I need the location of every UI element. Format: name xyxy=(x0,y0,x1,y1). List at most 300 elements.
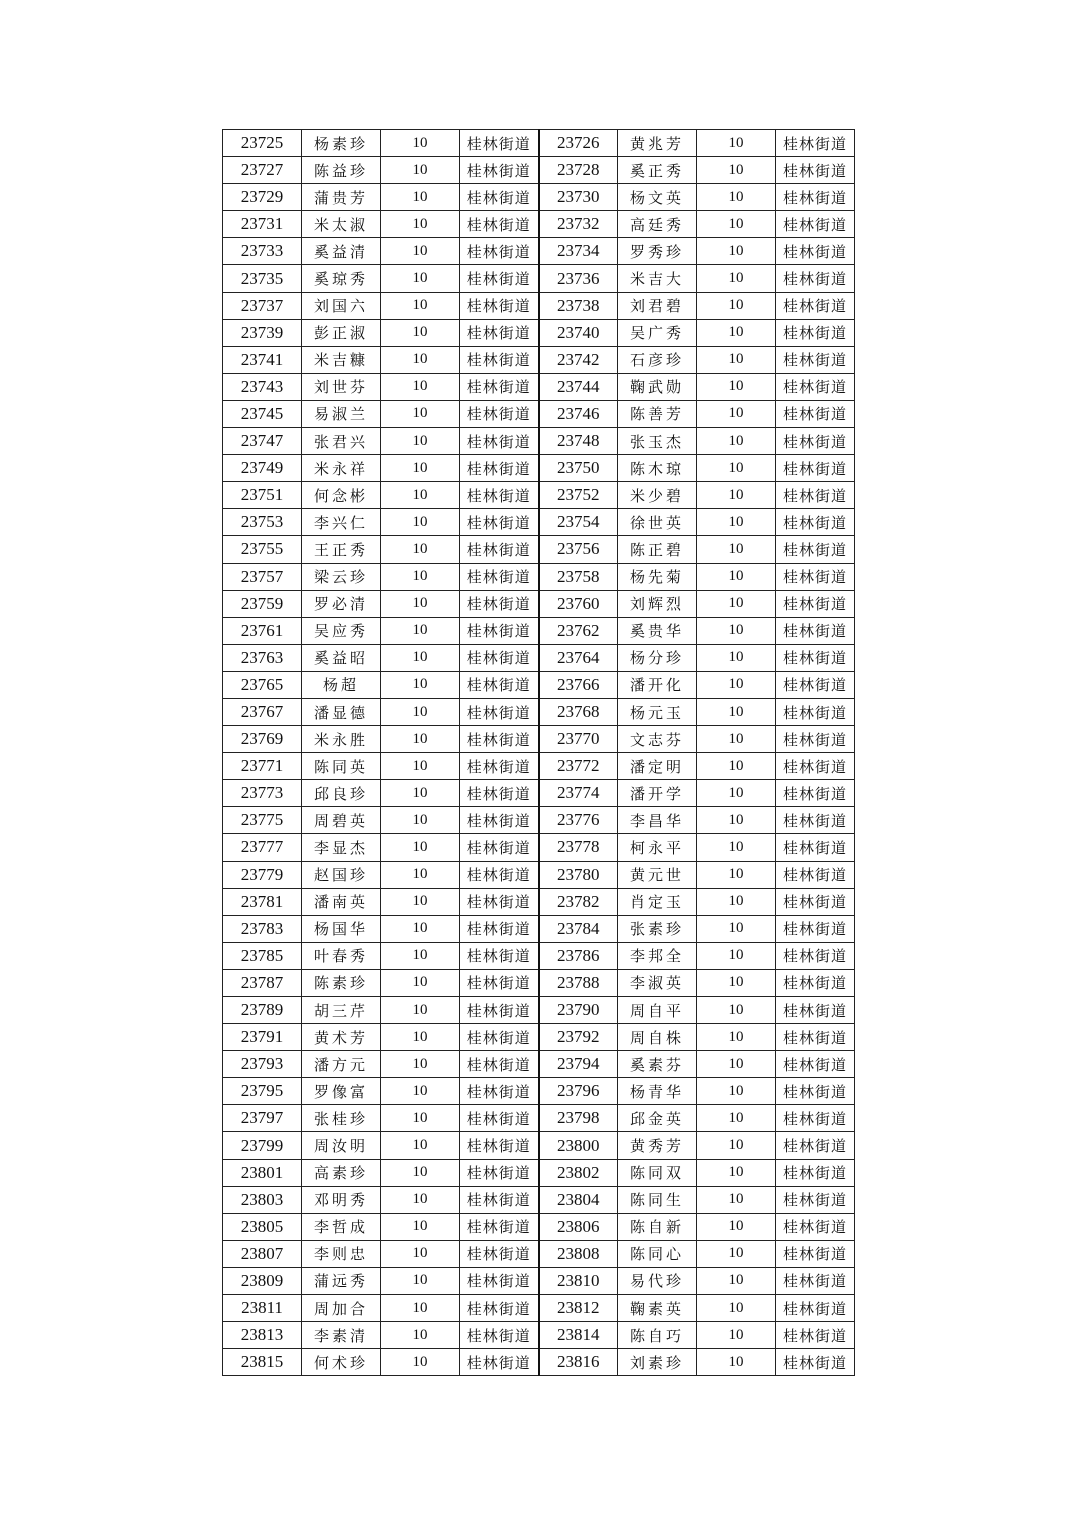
person-name-cell: 陈木琼 xyxy=(618,455,697,482)
street-name-cell: 桂林街道 xyxy=(460,211,539,238)
record-number-cell: 23766 xyxy=(539,671,618,698)
record-number-cell: 23764 xyxy=(539,644,618,671)
person-name-cell: 黄元世 xyxy=(618,861,697,888)
record-number-cell: 23799 xyxy=(223,1132,302,1159)
record-number-cell: 23744 xyxy=(539,373,618,400)
street-name-cell: 桂林街道 xyxy=(776,915,855,942)
person-name-cell: 李兴仁 xyxy=(302,509,381,536)
amount-cell: 10 xyxy=(697,1186,776,1213)
amount-cell: 10 xyxy=(381,644,460,671)
amount-cell: 10 xyxy=(697,130,776,157)
table-row xyxy=(223,211,855,238)
amount-cell: 10 xyxy=(381,1267,460,1294)
person-name-cell: 刘世芬 xyxy=(302,373,381,400)
record-number-cell: 23797 xyxy=(223,1105,302,1132)
record-number-cell: 23783 xyxy=(223,915,302,942)
person-name-cell: 张素珍 xyxy=(618,915,697,942)
amount-cell: 10 xyxy=(381,915,460,942)
table-row xyxy=(223,753,855,780)
person-name-cell: 黄秀芳 xyxy=(618,1132,697,1159)
amount-cell: 10 xyxy=(697,1132,776,1159)
person-name-cell: 石彦珍 xyxy=(618,346,697,373)
person-name-cell: 罗必清 xyxy=(302,590,381,617)
amount-cell: 10 xyxy=(697,184,776,211)
street-name-cell: 桂林街道 xyxy=(776,888,855,915)
table-row xyxy=(223,1267,855,1294)
record-number-cell: 23751 xyxy=(223,482,302,509)
person-name-cell: 奚素芬 xyxy=(618,1051,697,1078)
amount-cell: 10 xyxy=(381,428,460,455)
person-name-cell: 陈益珍 xyxy=(302,157,381,184)
amount-cell: 10 xyxy=(697,590,776,617)
person-name-cell: 周汝明 xyxy=(302,1132,381,1159)
street-name-cell: 桂林街道 xyxy=(776,1051,855,1078)
street-name-cell: 桂林街道 xyxy=(776,969,855,996)
person-name-cell: 周碧英 xyxy=(302,807,381,834)
person-name-cell: 米永胜 xyxy=(302,726,381,753)
street-name-cell: 桂林街道 xyxy=(460,455,539,482)
street-name-cell: 桂林街道 xyxy=(460,1240,539,1267)
table-row xyxy=(223,130,855,157)
person-name-cell: 李显杰 xyxy=(302,834,381,861)
amount-cell: 10 xyxy=(697,1267,776,1294)
street-name-cell: 桂林街道 xyxy=(460,536,539,563)
street-name-cell: 桂林街道 xyxy=(460,1132,539,1159)
street-name-cell: 桂林街道 xyxy=(460,644,539,671)
street-name-cell: 桂林街道 xyxy=(460,1024,539,1051)
record-number-cell: 23769 xyxy=(223,726,302,753)
person-name-cell: 李邦全 xyxy=(618,942,697,969)
table-row xyxy=(223,617,855,644)
record-number-cell: 23734 xyxy=(539,238,618,265)
record-number-cell: 23729 xyxy=(223,184,302,211)
person-name-cell: 奚琼秀 xyxy=(302,265,381,292)
person-name-cell: 彭正淑 xyxy=(302,319,381,346)
amount-cell: 10 xyxy=(381,997,460,1024)
amount-cell: 10 xyxy=(381,753,460,780)
street-name-cell: 桂林街道 xyxy=(460,482,539,509)
table-row xyxy=(223,428,855,455)
amount-cell: 10 xyxy=(697,969,776,996)
amount-cell: 10 xyxy=(697,292,776,319)
table-row xyxy=(223,834,855,861)
street-name-cell: 桂林街道 xyxy=(776,509,855,536)
record-number-cell: 23727 xyxy=(223,157,302,184)
street-name-cell: 桂林街道 xyxy=(776,157,855,184)
amount-cell: 10 xyxy=(697,1159,776,1186)
street-name-cell: 桂林街道 xyxy=(776,726,855,753)
person-name-cell: 刘国六 xyxy=(302,292,381,319)
person-name-cell: 奚正秀 xyxy=(618,157,697,184)
amount-cell: 10 xyxy=(381,238,460,265)
record-number-cell: 23815 xyxy=(223,1349,302,1376)
amount-cell: 10 xyxy=(381,1051,460,1078)
record-number-cell: 23804 xyxy=(539,1186,618,1213)
record-number-cell: 23761 xyxy=(223,617,302,644)
amount-cell: 10 xyxy=(381,1078,460,1105)
record-number-cell: 23785 xyxy=(223,942,302,969)
record-number-cell: 23730 xyxy=(539,184,618,211)
table-row xyxy=(223,319,855,346)
person-name-cell: 陈自新 xyxy=(618,1213,697,1240)
street-name-cell: 桂林街道 xyxy=(776,780,855,807)
amount-cell: 10 xyxy=(381,455,460,482)
roster-table xyxy=(222,129,855,1376)
amount-cell: 10 xyxy=(697,861,776,888)
amount-cell: 10 xyxy=(381,1322,460,1349)
street-name-cell: 桂林街道 xyxy=(460,346,539,373)
street-name-cell: 桂林街道 xyxy=(460,1267,539,1294)
record-number-cell: 23763 xyxy=(223,644,302,671)
street-name-cell: 桂林街道 xyxy=(776,292,855,319)
street-name-cell: 桂林街道 xyxy=(776,1213,855,1240)
record-number-cell: 23809 xyxy=(223,1267,302,1294)
street-name-cell: 桂林街道 xyxy=(776,346,855,373)
amount-cell: 10 xyxy=(381,563,460,590)
person-name-cell: 陈自巧 xyxy=(618,1322,697,1349)
person-name-cell: 杨分珍 xyxy=(618,644,697,671)
amount-cell: 10 xyxy=(381,1213,460,1240)
street-name-cell: 桂林街道 xyxy=(776,1105,855,1132)
record-number-cell: 23814 xyxy=(539,1322,618,1349)
person-name-cell: 潘南英 xyxy=(302,888,381,915)
record-number-cell: 23758 xyxy=(539,563,618,590)
amount-cell: 10 xyxy=(381,373,460,400)
table-row xyxy=(223,1295,855,1322)
person-name-cell: 潘方元 xyxy=(302,1051,381,1078)
table-row xyxy=(223,969,855,996)
record-number-cell: 23752 xyxy=(539,482,618,509)
table-row xyxy=(223,563,855,590)
amount-cell: 10 xyxy=(381,1105,460,1132)
amount-cell: 10 xyxy=(381,1159,460,1186)
person-name-cell: 邱金英 xyxy=(618,1105,697,1132)
amount-cell: 10 xyxy=(381,590,460,617)
record-number-cell: 23779 xyxy=(223,861,302,888)
table-row xyxy=(223,726,855,753)
amount-cell: 10 xyxy=(381,292,460,319)
person-name-cell: 罗秀珍 xyxy=(618,238,697,265)
amount-cell: 10 xyxy=(381,509,460,536)
amount-cell: 10 xyxy=(381,265,460,292)
record-number-cell: 23776 xyxy=(539,807,618,834)
street-name-cell: 桂林街道 xyxy=(776,211,855,238)
street-name-cell: 桂林街道 xyxy=(460,997,539,1024)
record-number-cell: 23777 xyxy=(223,834,302,861)
person-name-cell: 奚贵华 xyxy=(618,617,697,644)
amount-cell: 10 xyxy=(381,942,460,969)
table-row xyxy=(223,1186,855,1213)
person-name-cell: 米永祥 xyxy=(302,455,381,482)
person-name-cell: 周加合 xyxy=(302,1295,381,1322)
person-name-cell: 赵国珍 xyxy=(302,861,381,888)
amount-cell: 10 xyxy=(381,536,460,563)
table-row xyxy=(223,292,855,319)
record-number-cell: 23765 xyxy=(223,671,302,698)
table-row xyxy=(223,671,855,698)
amount-cell: 10 xyxy=(697,1051,776,1078)
street-name-cell: 桂林街道 xyxy=(460,319,539,346)
record-number-cell: 23732 xyxy=(539,211,618,238)
record-number-cell: 23725 xyxy=(223,130,302,157)
street-name-cell: 桂林街道 xyxy=(460,698,539,725)
street-name-cell: 桂林街道 xyxy=(460,915,539,942)
record-number-cell: 23740 xyxy=(539,319,618,346)
record-number-cell: 23806 xyxy=(539,1213,618,1240)
person-name-cell: 杨元玉 xyxy=(618,698,697,725)
record-number-cell: 23786 xyxy=(539,942,618,969)
person-name-cell: 黄术芳 xyxy=(302,1024,381,1051)
table-row xyxy=(223,373,855,400)
amount-cell: 10 xyxy=(697,753,776,780)
person-name-cell: 徐世英 xyxy=(618,509,697,536)
street-name-cell: 桂林街道 xyxy=(460,807,539,834)
street-name-cell: 桂林街道 xyxy=(776,1186,855,1213)
street-name-cell: 桂林街道 xyxy=(776,563,855,590)
street-name-cell: 桂林街道 xyxy=(776,1295,855,1322)
record-number-cell: 23787 xyxy=(223,969,302,996)
amount-cell: 10 xyxy=(697,942,776,969)
amount-cell: 10 xyxy=(381,807,460,834)
amount-cell: 10 xyxy=(697,807,776,834)
amount-cell: 10 xyxy=(381,969,460,996)
street-name-cell: 桂林街道 xyxy=(460,428,539,455)
record-number-cell: 23780 xyxy=(539,861,618,888)
record-number-cell: 23742 xyxy=(539,346,618,373)
street-name-cell: 桂林街道 xyxy=(460,861,539,888)
person-name-cell: 米吉糠 xyxy=(302,346,381,373)
record-number-cell: 23746 xyxy=(539,400,618,427)
amount-cell: 10 xyxy=(381,698,460,725)
record-number-cell: 23808 xyxy=(539,1240,618,1267)
street-name-cell: 桂林街道 xyxy=(776,130,855,157)
street-name-cell: 桂林街道 xyxy=(460,265,539,292)
street-name-cell: 桂林街道 xyxy=(460,1105,539,1132)
amount-cell: 10 xyxy=(697,482,776,509)
person-name-cell: 陈同双 xyxy=(618,1159,697,1186)
record-number-cell: 23738 xyxy=(539,292,618,319)
record-number-cell: 23736 xyxy=(539,265,618,292)
amount-cell: 10 xyxy=(381,482,460,509)
table-row xyxy=(223,455,855,482)
person-name-cell: 邱良珍 xyxy=(302,780,381,807)
person-name-cell: 潘定明 xyxy=(618,753,697,780)
street-name-cell: 桂林街道 xyxy=(776,238,855,265)
person-name-cell: 易代珍 xyxy=(618,1267,697,1294)
record-number-cell: 23748 xyxy=(539,428,618,455)
table-row xyxy=(223,861,855,888)
record-number-cell: 23796 xyxy=(539,1078,618,1105)
record-number-cell: 23784 xyxy=(539,915,618,942)
amount-cell: 10 xyxy=(697,834,776,861)
record-number-cell: 23816 xyxy=(539,1349,618,1376)
person-name-cell: 奚益清 xyxy=(302,238,381,265)
record-number-cell: 23741 xyxy=(223,346,302,373)
street-name-cell: 桂林街道 xyxy=(460,400,539,427)
record-number-cell: 23791 xyxy=(223,1024,302,1051)
table-row xyxy=(223,184,855,211)
record-number-cell: 23774 xyxy=(539,780,618,807)
record-number-cell: 23768 xyxy=(539,698,618,725)
person-name-cell: 陈同生 xyxy=(618,1186,697,1213)
street-name-cell: 桂林街道 xyxy=(776,671,855,698)
amount-cell: 10 xyxy=(697,536,776,563)
amount-cell: 10 xyxy=(697,157,776,184)
person-name-cell: 梁云珍 xyxy=(302,563,381,590)
record-number-cell: 23760 xyxy=(539,590,618,617)
street-name-cell: 桂林街道 xyxy=(460,184,539,211)
person-name-cell: 吴广秀 xyxy=(618,319,697,346)
record-number-cell: 23792 xyxy=(539,1024,618,1051)
record-number-cell: 23750 xyxy=(539,455,618,482)
amount-cell: 10 xyxy=(381,671,460,698)
record-number-cell: 23781 xyxy=(223,888,302,915)
street-name-cell: 桂林街道 xyxy=(460,617,539,644)
person-name-cell: 罗像富 xyxy=(302,1078,381,1105)
street-name-cell: 桂林街道 xyxy=(776,1267,855,1294)
table-row xyxy=(223,1240,855,1267)
person-name-cell: 杨文英 xyxy=(618,184,697,211)
street-name-cell: 桂林街道 xyxy=(460,753,539,780)
amount-cell: 10 xyxy=(381,1349,460,1376)
record-number-cell: 23800 xyxy=(539,1132,618,1159)
table-row xyxy=(223,1213,855,1240)
person-name-cell: 李则忠 xyxy=(302,1240,381,1267)
table-row xyxy=(223,536,855,563)
table-row xyxy=(223,942,855,969)
amount-cell: 10 xyxy=(381,1024,460,1051)
person-name-cell: 刘辉烈 xyxy=(618,590,697,617)
street-name-cell: 桂林街道 xyxy=(460,238,539,265)
amount-cell: 10 xyxy=(697,671,776,698)
record-number-cell: 23770 xyxy=(539,726,618,753)
record-number-cell: 23759 xyxy=(223,590,302,617)
street-name-cell: 桂林街道 xyxy=(776,942,855,969)
amount-cell: 10 xyxy=(381,1132,460,1159)
table-row xyxy=(223,915,855,942)
street-name-cell: 桂林街道 xyxy=(460,292,539,319)
amount-cell: 10 xyxy=(697,509,776,536)
person-name-cell: 周自株 xyxy=(618,1024,697,1051)
amount-cell: 10 xyxy=(697,265,776,292)
record-number-cell: 23762 xyxy=(539,617,618,644)
street-name-cell: 桂林街道 xyxy=(776,319,855,346)
person-name-cell: 张玉杰 xyxy=(618,428,697,455)
street-name-cell: 桂林街道 xyxy=(460,563,539,590)
person-name-cell: 张君兴 xyxy=(302,428,381,455)
street-name-cell: 桂林街道 xyxy=(776,184,855,211)
record-number-cell: 23778 xyxy=(539,834,618,861)
amount-cell: 10 xyxy=(697,1105,776,1132)
person-name-cell: 杨国华 xyxy=(302,915,381,942)
record-number-cell: 23731 xyxy=(223,211,302,238)
street-name-cell: 桂林街道 xyxy=(776,1132,855,1159)
street-name-cell: 桂林街道 xyxy=(776,1349,855,1376)
record-number-cell: 23811 xyxy=(223,1295,302,1322)
person-name-cell: 张桂珍 xyxy=(302,1105,381,1132)
record-number-cell: 23737 xyxy=(223,292,302,319)
street-name-cell: 桂林街道 xyxy=(460,509,539,536)
street-name-cell: 桂林街道 xyxy=(776,373,855,400)
record-number-cell: 23767 xyxy=(223,698,302,725)
amount-cell: 10 xyxy=(381,346,460,373)
person-name-cell: 杨素珍 xyxy=(302,130,381,157)
person-name-cell: 高素珍 xyxy=(302,1159,381,1186)
amount-cell: 10 xyxy=(697,698,776,725)
person-name-cell: 杨青华 xyxy=(618,1078,697,1105)
record-number-cell: 23782 xyxy=(539,888,618,915)
amount-cell: 10 xyxy=(381,726,460,753)
record-number-cell: 23753 xyxy=(223,509,302,536)
table-row xyxy=(223,1078,855,1105)
street-name-cell: 桂林街道 xyxy=(460,1186,539,1213)
person-name-cell: 李哲成 xyxy=(302,1213,381,1240)
table-row xyxy=(223,1132,855,1159)
person-name-cell: 何念彬 xyxy=(302,482,381,509)
amount-cell: 10 xyxy=(381,211,460,238)
street-name-cell: 桂林街道 xyxy=(460,780,539,807)
record-number-cell: 23735 xyxy=(223,265,302,292)
person-name-cell: 鞠武勋 xyxy=(618,373,697,400)
street-name-cell: 桂林街道 xyxy=(776,617,855,644)
amount-cell: 10 xyxy=(381,130,460,157)
amount-cell: 10 xyxy=(697,1024,776,1051)
street-name-cell: 桂林街道 xyxy=(776,698,855,725)
street-name-cell: 桂林街道 xyxy=(460,1349,539,1376)
amount-cell: 10 xyxy=(697,373,776,400)
amount-cell: 10 xyxy=(697,563,776,590)
record-number-cell: 23805 xyxy=(223,1213,302,1240)
person-name-cell: 米太淑 xyxy=(302,211,381,238)
street-name-cell: 桂林街道 xyxy=(776,536,855,563)
street-name-cell: 桂林街道 xyxy=(460,1051,539,1078)
person-name-cell: 米少碧 xyxy=(618,482,697,509)
amount-cell: 10 xyxy=(697,997,776,1024)
street-name-cell: 桂林街道 xyxy=(776,400,855,427)
amount-cell: 10 xyxy=(697,617,776,644)
record-number-cell: 23803 xyxy=(223,1186,302,1213)
amount-cell: 10 xyxy=(381,617,460,644)
table-row xyxy=(223,1159,855,1186)
person-name-cell: 胡三芹 xyxy=(302,997,381,1024)
record-number-cell: 23747 xyxy=(223,428,302,455)
street-name-cell: 桂林街道 xyxy=(776,1159,855,1186)
street-name-cell: 桂林街道 xyxy=(776,455,855,482)
record-number-cell: 23756 xyxy=(539,536,618,563)
street-name-cell: 桂林街道 xyxy=(776,590,855,617)
amount-cell: 10 xyxy=(697,211,776,238)
street-name-cell: 桂林街道 xyxy=(776,1240,855,1267)
street-name-cell: 桂林街道 xyxy=(460,1159,539,1186)
record-number-cell: 23813 xyxy=(223,1322,302,1349)
person-name-cell: 蒲贵芳 xyxy=(302,184,381,211)
person-name-cell: 米吉大 xyxy=(618,265,697,292)
street-name-cell: 桂林街道 xyxy=(460,1078,539,1105)
record-number-cell: 23739 xyxy=(223,319,302,346)
person-name-cell: 陈素珍 xyxy=(302,969,381,996)
amount-cell: 10 xyxy=(697,780,776,807)
amount-cell: 10 xyxy=(697,455,776,482)
street-name-cell: 桂林街道 xyxy=(776,1322,855,1349)
street-name-cell: 桂林街道 xyxy=(460,130,539,157)
person-name-cell: 肖定玉 xyxy=(618,888,697,915)
street-name-cell: 桂林街道 xyxy=(460,590,539,617)
person-name-cell: 李淑英 xyxy=(618,969,697,996)
amount-cell: 10 xyxy=(381,1186,460,1213)
street-name-cell: 桂林街道 xyxy=(460,1295,539,1322)
amount-cell: 10 xyxy=(697,238,776,265)
record-number-cell: 23771 xyxy=(223,753,302,780)
